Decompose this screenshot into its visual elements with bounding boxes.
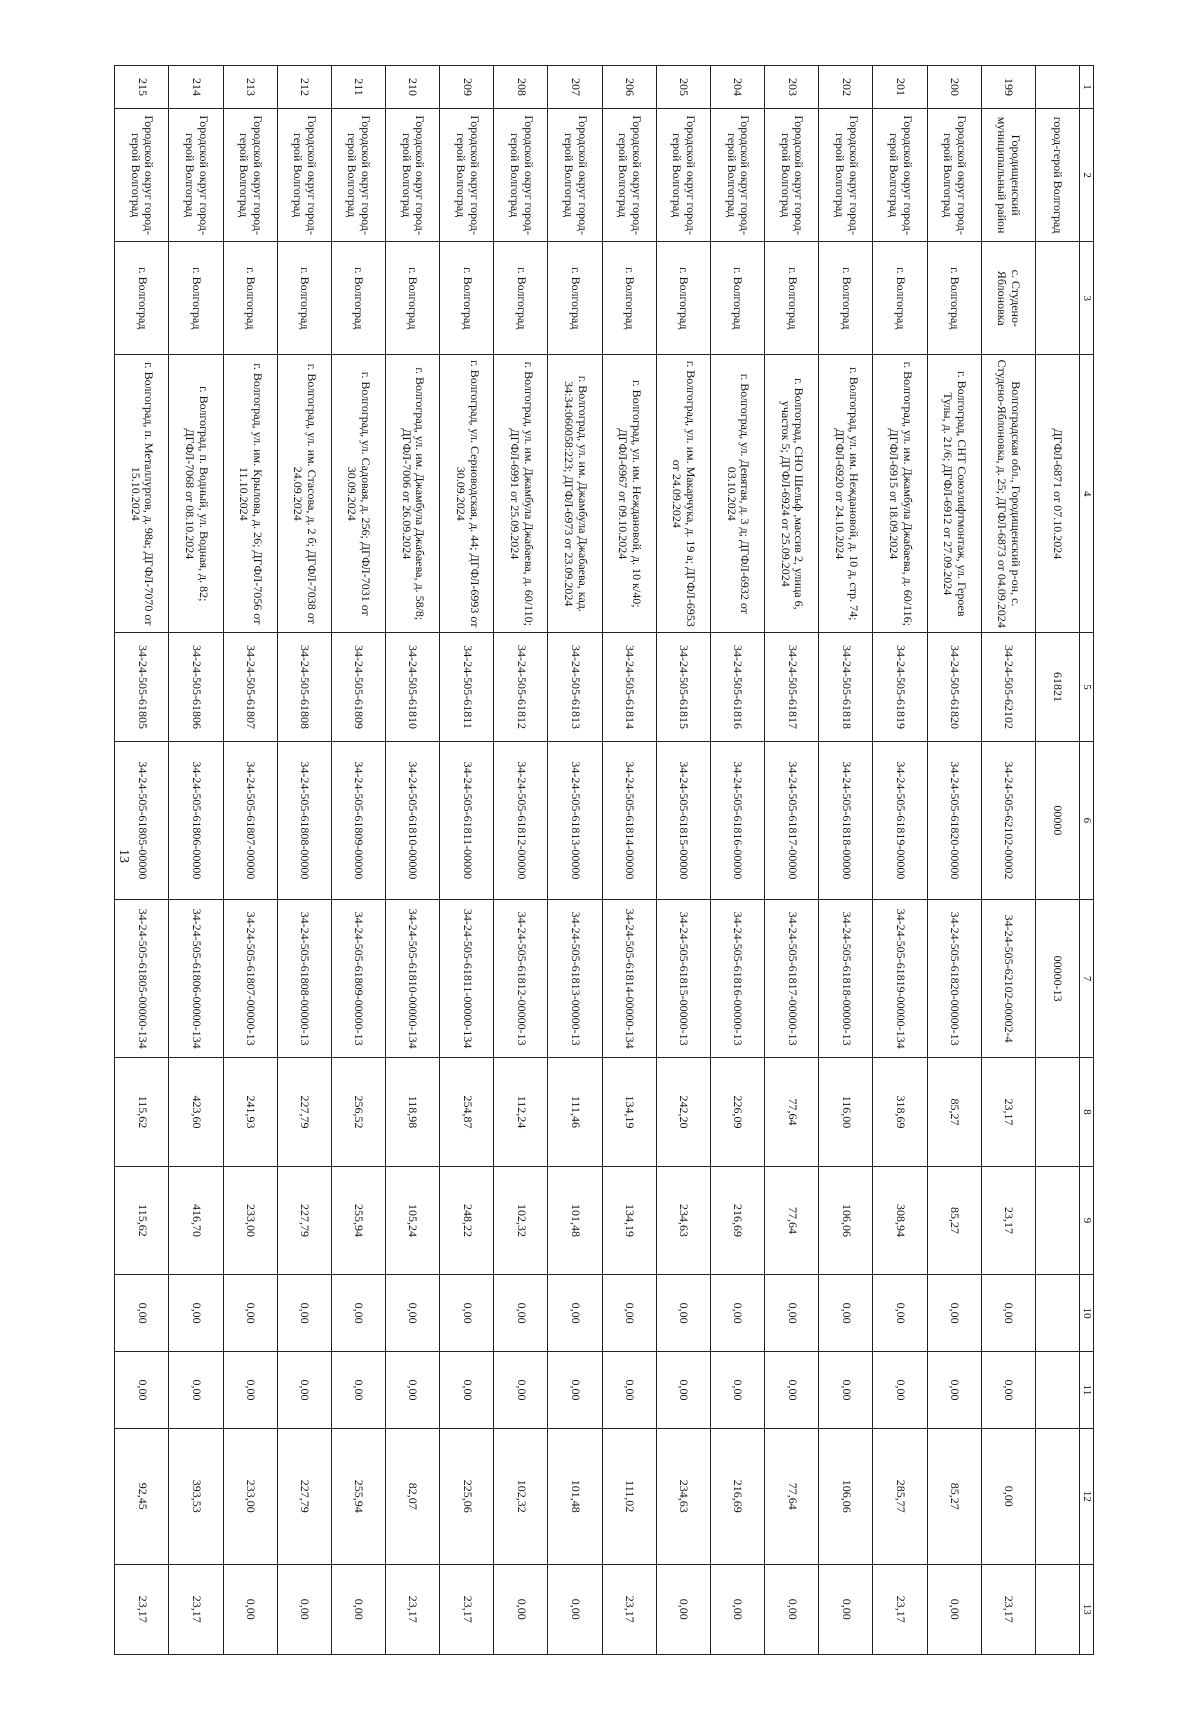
table-cell: 34-24-505-61818-00000	[819, 741, 873, 899]
table-cell: г. Волгоград, п. Металлургов, д. 98а; ДГФЛ-7070 от 15.10.2024	[115, 355, 169, 633]
table-cell: г. Волгоград, СНТ Союзлифтмонтаж, ул. Героев Тулы, д. 21/6; ДГФЛ-6912 от 27.09.2024	[927, 355, 981, 633]
table-cell: 34-24-505-62102	[981, 633, 1035, 741]
table-row	[602, 66, 656, 1655]
table-cell	[1035, 66, 1079, 109]
table-cell: 34-24-505-61809-00000	[331, 741, 385, 899]
table-cell: 92,45	[115, 1428, 169, 1564]
table-cell: 0,00	[115, 1275, 169, 1352]
table-cell: 106,06	[819, 1428, 873, 1564]
table-cell: г. Волгоград, ул. им. Джамбула Джабаева, кад. 34:34:060058:223; ДГФЛ-6973 от 23.09.2024	[548, 355, 602, 633]
table-row	[115, 66, 169, 1655]
table-cell: 0,00	[656, 1275, 710, 1352]
table-cell: 102,32	[494, 1428, 548, 1564]
table-cell	[1035, 1058, 1079, 1166]
table-cell: Городской округ город-герой Волгоград	[440, 108, 494, 241]
table-row-continued	[1035, 66, 1079, 1655]
column-header-10: 10	[1080, 1275, 1094, 1352]
table-cell: 202	[819, 66, 873, 109]
table-cell: 208	[494, 66, 548, 109]
table-cell: 318,69	[873, 1058, 927, 1166]
table-cell: 0,00	[765, 1352, 819, 1429]
table-cell: 23,17	[169, 1564, 223, 1655]
table-cell: Городской округ город-герой Волгоград	[169, 108, 223, 241]
table-cell: 34-24-505-61814-00000-134	[602, 900, 656, 1058]
table-cell	[1035, 1428, 1079, 1564]
table-cell: 00000-13	[1035, 900, 1079, 1058]
table-cell: 34-24-505-61815-00000	[656, 741, 710, 899]
table-cell: Городской округ город-герой Волгоград	[386, 108, 440, 241]
table-cell: 23,17	[981, 1058, 1035, 1166]
table-cell: 0,00	[927, 1352, 981, 1429]
table-cell: 0,00	[169, 1275, 223, 1352]
table-cell: 213	[223, 66, 277, 109]
table-row	[927, 66, 981, 1655]
table-cell: 34-24-505-61818-00000-13	[819, 900, 873, 1058]
table-cell: 0,00	[981, 1275, 1035, 1352]
table-cell: 85,27	[927, 1058, 981, 1166]
table-cell: 0,00	[277, 1275, 331, 1352]
table-cell: 85,27	[927, 1428, 981, 1564]
table-cell: г. Волгоград, ул. Девятая, д. 3 д; ДГФЛ-6932 от 03.10.2024	[710, 355, 764, 633]
table-cell: 0,00	[277, 1352, 331, 1429]
table-cell: 111,02	[602, 1428, 656, 1564]
column-header-5: 5	[1080, 633, 1094, 741]
table-cell: г. Волгоград	[223, 242, 277, 355]
table-cell: г. Волгоград, ул. им. Неждановой, д. 10 д, стр. 74; ДГФЛ-6920 от 24.10.2024	[819, 355, 873, 633]
table-cell: 34-24-505-61813	[548, 633, 602, 741]
table-cell: с. Студено-Яблоновка	[981, 242, 1035, 355]
table-cell: 215	[115, 66, 169, 109]
table-cell: 34-24-505-61805-00000	[115, 741, 169, 899]
table-cell: 34-24-505-61817	[765, 633, 819, 741]
table-cell: 23,17	[602, 1564, 656, 1655]
table-cell: 34-24-505-61818	[819, 633, 873, 741]
table-cell: 254,87	[440, 1058, 494, 1166]
table-cell: 34-24-505-61806	[169, 633, 223, 741]
table-cell: г. Волгоград, ул. им. Стасова, д. 2 б; ДГФЛ-7038 от 24.09.2024	[277, 355, 331, 633]
table-row	[223, 66, 277, 1655]
table-cell: 101,48	[548, 1166, 602, 1274]
table-cell: 34-24-505-61810-00000	[386, 741, 440, 899]
table-cell: 34-24-505-61811	[440, 633, 494, 741]
table-cell: 0,00	[873, 1275, 927, 1352]
table-cell: 34-24-505-61805	[115, 633, 169, 741]
table-cell: 34-24-505-61809	[331, 633, 385, 741]
table-cell	[1035, 1166, 1079, 1274]
table-cell: 308,94	[873, 1166, 927, 1274]
table-cell: г. Волгоград	[819, 242, 873, 355]
table-row	[277, 66, 331, 1655]
table-cell: г. Волгоград, ул. им. Джамбула Джабаева, д. 58/8; ДГФЛ-7006 от 26.09.2024	[386, 355, 440, 633]
table-cell: 34-24-505-61806-00000-134	[169, 900, 223, 1058]
table-cell: 0,00	[331, 1352, 385, 1429]
table-cell: 34-24-505-61819-00000	[873, 741, 927, 899]
table-cell	[1035, 1564, 1079, 1655]
table-cell: 34-24-505-61820-00000	[927, 741, 981, 899]
table-row	[548, 66, 602, 1655]
table-cell: 285,77	[873, 1428, 927, 1564]
table-cell: 115,62	[115, 1166, 169, 1274]
table-cell: 77,64	[765, 1428, 819, 1564]
table-cell: 234,63	[656, 1166, 710, 1274]
table-cell: 216,69	[710, 1166, 764, 1274]
table-cell: 34-24-505-61814	[602, 633, 656, 741]
table-cell: 0,00	[710, 1352, 764, 1429]
table-body	[115, 66, 1080, 1655]
table-cell: 34-24-505-61816-00000	[710, 741, 764, 899]
table-cell: 34-24-505-62102-00002	[981, 741, 1035, 899]
table-cell: город-герой Волгоград	[1035, 108, 1079, 241]
table-cell: г. Волгоград	[169, 242, 223, 355]
table-cell: 34-24-505-61813-00000	[548, 741, 602, 899]
table-cell: ДГФЛ-6871 от 07.10.2024	[1035, 355, 1079, 633]
table-cell: 0,00	[386, 1352, 440, 1429]
table-cell: 248,22	[440, 1166, 494, 1274]
table-cell: 0,00	[548, 1564, 602, 1655]
table-cell: г. Волгоград	[331, 242, 385, 355]
table-cell: 34-24-505-61817-00000-13	[765, 900, 819, 1058]
column-header-13: 13	[1080, 1564, 1094, 1655]
table-cell: 214	[169, 66, 223, 109]
table-cell: 416,70	[169, 1166, 223, 1274]
table-cell: 0,00	[873, 1352, 927, 1429]
table-cell: г. Волгоград	[765, 242, 819, 355]
table-cell: 34-24-505-61807	[223, 633, 277, 741]
table-row	[873, 66, 927, 1655]
table-cell: г. Волгоград	[710, 242, 764, 355]
table-cell: г. Волгоград, ул. им. Джамбула Джабаева, д. 60/110; ДГФЛ-6991 от 25.09.2024	[494, 355, 548, 633]
table-row	[169, 66, 223, 1655]
table-cell: Городищенский муниципальный район	[981, 108, 1035, 241]
column-header-9: 9	[1080, 1166, 1094, 1274]
table-row	[819, 66, 873, 1655]
table-cell: 212	[277, 66, 331, 109]
table-cell: г. Волгоград, ул. Садовая, д. 256; ДГФЛ-7031 от 30.09.2024	[331, 355, 385, 633]
table-cell: 34-24-505-61812-00000-13	[494, 900, 548, 1058]
table-cell	[1035, 242, 1079, 355]
table-cell: 85,27	[927, 1166, 981, 1274]
column-header-3: 3	[1080, 242, 1094, 355]
table-cell: 23,17	[386, 1564, 440, 1655]
table-cell: Городской округ город-герой Волгоград	[765, 108, 819, 241]
table-cell: 61821	[1035, 633, 1079, 741]
table-cell: 242,20	[656, 1058, 710, 1166]
table-cell: г. Волгоград	[277, 242, 331, 355]
table-cell: г. Волгоград	[386, 242, 440, 355]
table-cell: г. Волгоград, СНО Шельф ,массив 2, улица 6, участок 5; ДГФЛ-6924 от 25.09.2024	[765, 355, 819, 633]
table-cell: 0,00	[927, 1564, 981, 1655]
table-cell: 118,98	[386, 1058, 440, 1166]
column-header-4: 4	[1080, 355, 1094, 633]
table-cell: 34-24-505-61806-00000	[169, 741, 223, 899]
table-cell	[1035, 1275, 1079, 1352]
table-cell: г. Волгоград	[873, 242, 927, 355]
table-cell: 0,00	[277, 1564, 331, 1655]
column-header-1: 1	[1080, 66, 1094, 109]
table-cell: 233,00	[223, 1428, 277, 1564]
table-cell: г. Волгоград	[440, 242, 494, 355]
table-cell: 23,17	[873, 1564, 927, 1655]
column-number-header	[1080, 66, 1094, 1655]
table-cell: 34-24-505-61813-00000-13	[548, 900, 602, 1058]
table-cell: 0,00	[440, 1352, 494, 1429]
table-cell: 200	[927, 66, 981, 109]
table-cell: 34-24-505-61810	[386, 633, 440, 741]
table-cell: Городской округ город-герой Волгоград	[927, 108, 981, 241]
table-cell: 106,06	[819, 1166, 873, 1274]
table-cell: 199	[981, 66, 1035, 109]
table-cell: 34-24-505-61809-00000-13	[331, 900, 385, 1058]
table-cell: 0,00	[223, 1352, 277, 1429]
table-cell: г. Волгоград, ул. Серноводская, д. 44; ДГФЛ-6993 от 30.09.2024	[440, 355, 494, 633]
table-cell: 0,00	[765, 1564, 819, 1655]
table-cell: 34-24-505-61812-00000	[494, 741, 548, 899]
table-cell: 34-24-505-61812	[494, 633, 548, 741]
table-cell: 116,00	[819, 1058, 873, 1166]
table-cell: 23,17	[981, 1564, 1035, 1655]
table-cell: 234,63	[656, 1428, 710, 1564]
table-cell: 34-24-505-61815-00000-13	[656, 900, 710, 1058]
table-cell: 00000	[1035, 741, 1079, 899]
table-cell: Городской округ город-герой Волгоград	[115, 108, 169, 241]
table-cell: 0,00	[386, 1275, 440, 1352]
table-cell: г. Волгоград	[494, 242, 548, 355]
table-cell: 211	[331, 66, 385, 109]
table-cell: 111,46	[548, 1058, 602, 1166]
table-cell: 34-24-505-61810-00000-134	[386, 900, 440, 1058]
table-cell: 0,00	[440, 1275, 494, 1352]
table-cell: 101,48	[548, 1428, 602, 1564]
table-cell: 255,94	[331, 1428, 385, 1564]
table-row	[710, 66, 764, 1655]
table-cell: 0,00	[115, 1352, 169, 1429]
page-number: 13	[116, 849, 131, 863]
table-cell: 34-24-505-61808-00000-13	[277, 900, 331, 1058]
table-cell: 0,00	[548, 1352, 602, 1429]
column-header-2: 2	[1080, 108, 1094, 241]
table-row	[494, 66, 548, 1655]
table-cell: 0,00	[981, 1428, 1035, 1564]
table-cell: Городской округ город-герой Волгоград	[548, 108, 602, 241]
table-cell: Городской округ город-герой Волгоград	[223, 108, 277, 241]
table-row	[440, 66, 494, 1655]
table-cell: 77,64	[765, 1058, 819, 1166]
table-cell: 0,00	[223, 1275, 277, 1352]
table-cell: 0,00	[710, 1275, 764, 1352]
table-cell: 34-24-505-61811-00000	[440, 741, 494, 899]
table-cell: 0,00	[331, 1275, 385, 1352]
table-cell: 0,00	[494, 1275, 548, 1352]
table-cell: 227,79	[277, 1428, 331, 1564]
table-cell: г. Волгоград	[115, 242, 169, 355]
table-cell: 134,19	[602, 1058, 656, 1166]
table-cell: 0,00	[656, 1352, 710, 1429]
table-cell: 0,00	[494, 1352, 548, 1429]
table-cell: 34-24-505-61811-00000-134	[440, 900, 494, 1058]
column-header-6: 6	[1080, 741, 1094, 899]
table-cell: 210	[386, 66, 440, 109]
table-cell: 34-24-505-61817-00000	[765, 741, 819, 899]
table-cell: 233,00	[223, 1166, 277, 1274]
table-cell: Городской округ город-герой Волгоград	[602, 108, 656, 241]
table-cell: Городской округ город-герой Волгоград	[656, 108, 710, 241]
column-header-11: 11	[1080, 1352, 1094, 1429]
table-cell: 77,64	[765, 1166, 819, 1274]
table-cell: 0,00	[819, 1564, 873, 1655]
table-cell: г. Волгоград, ул. им. Неждановой, д. 10 к/40; ДГФЛ-6967 от 09.10.2024	[602, 355, 656, 633]
table-cell: 201	[873, 66, 927, 109]
table-cell: 34-24-505-61815	[656, 633, 710, 741]
table-cell: 82,07	[386, 1428, 440, 1564]
table-cell: 34-24-505-61807-00000	[223, 741, 277, 899]
column-header-7: 7	[1080, 900, 1094, 1058]
table-cell: 34-24-505-61808	[277, 633, 331, 741]
table-cell: 0,00	[331, 1564, 385, 1655]
table-cell: 34-24-505-61807-00000-13	[223, 900, 277, 1058]
table-cell: Городской округ город-герой Волгоград	[331, 108, 385, 241]
table-cell: 256,52	[331, 1058, 385, 1166]
table-cell: Городской округ город-герой Волгоград	[277, 108, 331, 241]
table-cell: г. Волгоград	[548, 242, 602, 355]
table-cell: 115,62	[115, 1058, 169, 1166]
column-header-12: 12	[1080, 1428, 1094, 1564]
table-cell: 0,00	[548, 1275, 602, 1352]
table-cell: 393,53	[169, 1428, 223, 1564]
table-cell	[1035, 1352, 1079, 1429]
table-cell: г. Волгоград	[656, 242, 710, 355]
table-cell: 34-24-505-61819-00000-134	[873, 900, 927, 1058]
table-cell: 34-24-505-61820-00000-13	[927, 900, 981, 1058]
table-cell: 423,60	[169, 1058, 223, 1166]
column-header-8: 8	[1080, 1058, 1094, 1166]
table-cell: 0,00	[494, 1564, 548, 1655]
table-cell: 34-24-505-61814-00000	[602, 741, 656, 899]
table-cell: 216,69	[710, 1428, 764, 1564]
table-cell: 206	[602, 66, 656, 109]
table-cell: 227,79	[277, 1166, 331, 1274]
table-cell: 0,00	[169, 1352, 223, 1429]
table-cell: г. Волгоград, п. Водный, ул. Водная, д. 82; ДГФЛ-7068 от 08.10.2024	[169, 355, 223, 633]
table-row	[331, 66, 385, 1655]
table-cell: 227,79	[277, 1058, 331, 1166]
table-cell: 34-24-505-61816-00000-13	[710, 900, 764, 1058]
table-cell: 0,00	[656, 1564, 710, 1655]
table-cell: 204	[710, 66, 764, 109]
table-cell: 203	[765, 66, 819, 109]
table-cell: Городской округ город-герой Волгоград	[819, 108, 873, 241]
table-cell: 23,17	[440, 1564, 494, 1655]
table-cell: 225,06	[440, 1428, 494, 1564]
table-cell: г. Волгоград	[927, 242, 981, 355]
table-cell: 34-24-505-62102-00002-4	[981, 900, 1035, 1058]
table-cell: г. Волгоград, ул. им. Крылова, д. 26; ДГФЛ-7056 от 11.10.2024	[223, 355, 277, 633]
table-cell: г. Волгоград, ул. им. Макарчука, д. 19 а; ДГФЛ-6953 от 24.09.2024	[656, 355, 710, 633]
table-cell: 205	[656, 66, 710, 109]
rotated-table-sheet	[114, 65, 1094, 1655]
table-cell: 255,94	[331, 1166, 385, 1274]
table-cell: Волгоградская обл., Городищенский р-он, с. Студено-Яблоновка, д. 25; ДГФЛ-6873 от 04.09.2024	[981, 355, 1035, 633]
table-cell: Городской округ город-герой Волгоград	[710, 108, 764, 241]
table-cell: 0,00	[981, 1352, 1035, 1429]
table-row	[981, 66, 1035, 1655]
table-cell: 0,00	[223, 1564, 277, 1655]
table-cell: 134,19	[602, 1166, 656, 1274]
table-row	[386, 66, 440, 1655]
table-cell: Городской округ город-герой Волгоград	[873, 108, 927, 241]
table-cell: 0,00	[710, 1564, 764, 1655]
table-cell: 102,32	[494, 1166, 548, 1274]
table-cell: 226,09	[710, 1058, 764, 1166]
table-cell: 105,24	[386, 1166, 440, 1274]
table-cell: 207	[548, 66, 602, 109]
table-cell: 34-24-505-61820	[927, 633, 981, 741]
table-cell: г. Волгоград	[602, 242, 656, 355]
table-cell: 23,17	[981, 1166, 1035, 1274]
table-cell: 0,00	[927, 1275, 981, 1352]
table-cell: г. Волгоград, ул. им. Джамбула Джабаева, д. 60/116; ДГФЛ-6915 от 18.09.2024	[873, 355, 927, 633]
table-cell: 209	[440, 66, 494, 109]
table-cell: 0,00	[819, 1275, 873, 1352]
table-cell: 0,00	[765, 1275, 819, 1352]
table-cell: 34-24-505-61805-00000-134	[115, 900, 169, 1058]
table-cell: 34-24-505-61819	[873, 633, 927, 741]
table-cell: Городской округ город-герой Волгоград	[494, 108, 548, 241]
table-cell: 0,00	[819, 1352, 873, 1429]
table-cell: 0,00	[602, 1275, 656, 1352]
data-table	[114, 65, 1094, 1655]
table-cell: 112,24	[494, 1058, 548, 1166]
table-cell: 34-24-505-61816	[710, 633, 764, 741]
table-row	[765, 66, 819, 1655]
table-cell: 23,17	[115, 1564, 169, 1655]
table-cell: 0,00	[602, 1352, 656, 1429]
table-cell: 241,93	[223, 1058, 277, 1166]
table-cell: 34-24-505-61808-00000	[277, 741, 331, 899]
table-row	[656, 66, 710, 1655]
